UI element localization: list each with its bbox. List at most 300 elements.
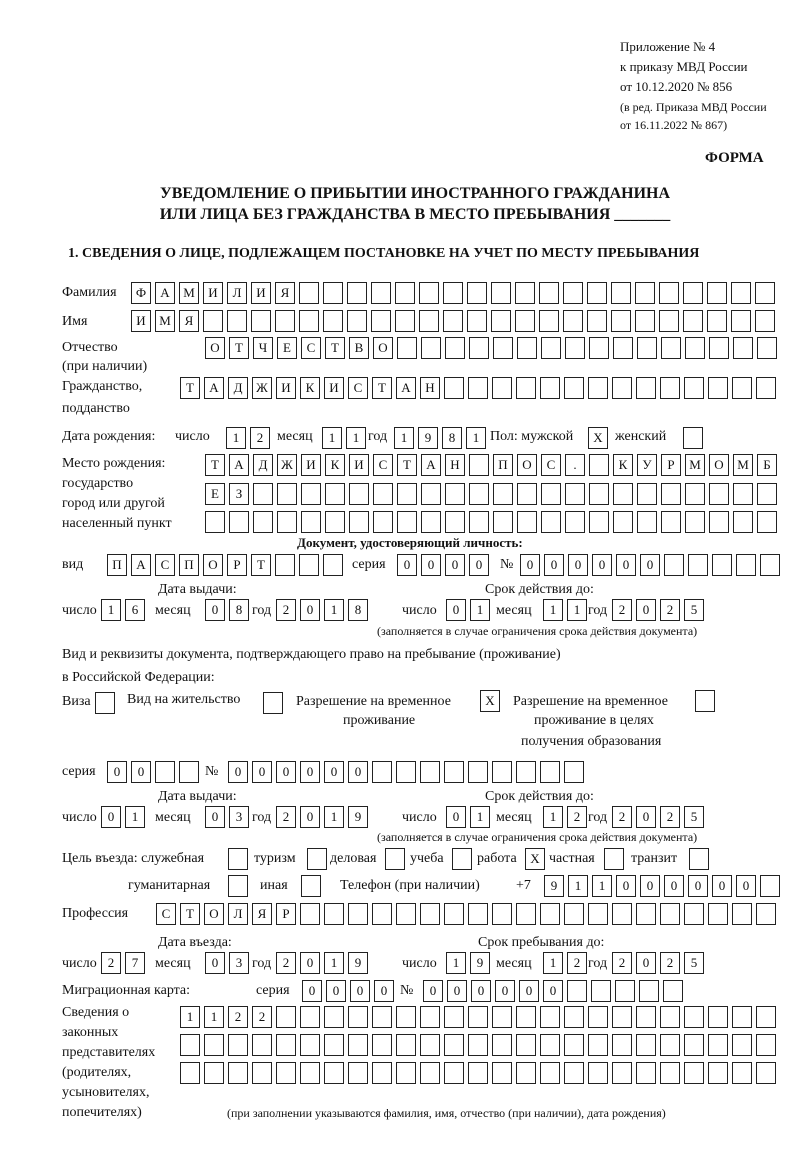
char-cell[interactable] <box>263 692 283 714</box>
char-cell[interactable]: 2 <box>612 599 632 621</box>
char-cell[interactable] <box>709 483 729 505</box>
char-cell[interactable] <box>516 903 536 925</box>
char-cell[interactable] <box>635 310 655 332</box>
char-cell[interactable] <box>612 1006 632 1028</box>
char-cell[interactable] <box>756 903 776 925</box>
char-cell[interactable]: П <box>179 554 199 576</box>
char-cell[interactable] <box>637 511 657 533</box>
char-cell[interactable]: 1 <box>180 1006 200 1028</box>
char-cell[interactable]: Т <box>325 337 345 359</box>
char-cell[interactable] <box>323 554 343 576</box>
char-cell[interactable] <box>372 761 392 783</box>
char-cell[interactable] <box>301 875 321 897</box>
char-cell[interactable]: Ж <box>252 377 272 399</box>
char-cell[interactable] <box>660 1062 680 1084</box>
char-cell[interactable] <box>277 511 297 533</box>
char-cell[interactable] <box>613 511 633 533</box>
char-cell[interactable]: 1 <box>470 806 490 828</box>
char-cell[interactable] <box>420 1062 440 1084</box>
char-cell[interactable] <box>683 310 703 332</box>
char-cell[interactable] <box>589 454 609 476</box>
char-cell[interactable] <box>492 1062 512 1084</box>
char-cell[interactable] <box>252 1034 272 1056</box>
char-cell[interactable]: О <box>204 903 224 925</box>
char-cell[interactable] <box>563 282 583 304</box>
char-cell[interactable] <box>712 554 732 576</box>
char-cell[interactable]: К <box>325 454 345 476</box>
char-cell[interactable] <box>372 1062 392 1084</box>
char-cell[interactable] <box>444 1006 464 1028</box>
char-cell[interactable]: 9 <box>418 427 438 449</box>
char-cell[interactable] <box>539 310 559 332</box>
char-cell[interactable]: 1 <box>466 427 486 449</box>
char-cell[interactable] <box>396 1006 416 1028</box>
char-cell[interactable] <box>612 903 632 925</box>
char-cell[interactable] <box>325 511 345 533</box>
char-cell[interactable] <box>348 1006 368 1028</box>
char-cell[interactable] <box>347 282 367 304</box>
char-cell[interactable] <box>659 282 679 304</box>
char-cell[interactable] <box>611 310 631 332</box>
char-cell[interactable] <box>492 903 512 925</box>
char-cell[interactable] <box>733 337 753 359</box>
char-cell[interactable]: 0 <box>101 806 121 828</box>
char-cell[interactable] <box>588 1062 608 1084</box>
char-cell[interactable]: 1 <box>446 952 466 974</box>
char-cell[interactable] <box>324 1062 344 1084</box>
char-cell[interactable]: В <box>349 337 369 359</box>
char-cell[interactable]: М <box>155 310 175 332</box>
char-cell[interactable]: Л <box>228 903 248 925</box>
char-cell[interactable]: Ж <box>277 454 297 476</box>
char-cell[interactable] <box>709 511 729 533</box>
char-cell[interactable] <box>564 1034 584 1056</box>
char-cell[interactable]: 1 <box>346 427 366 449</box>
char-cell[interactable] <box>588 377 608 399</box>
char-cell[interactable] <box>587 310 607 332</box>
char-cell[interactable] <box>445 511 465 533</box>
char-cell[interactable] <box>517 511 537 533</box>
char-cell[interactable] <box>371 310 391 332</box>
char-cell[interactable] <box>348 903 368 925</box>
char-cell[interactable] <box>396 1034 416 1056</box>
char-cell[interactable] <box>685 337 705 359</box>
char-cell[interactable] <box>708 1034 728 1056</box>
char-cell[interactable] <box>445 483 465 505</box>
char-cell[interactable] <box>324 1034 344 1056</box>
char-cell[interactable] <box>588 1034 608 1056</box>
char-cell[interactable] <box>95 692 115 714</box>
char-cell[interactable] <box>445 337 465 359</box>
char-cell[interactable] <box>564 903 584 925</box>
char-cell[interactable]: 0 <box>252 761 272 783</box>
char-cell[interactable]: 2 <box>660 806 680 828</box>
char-cell[interactable] <box>253 511 273 533</box>
char-cell[interactable] <box>612 1062 632 1084</box>
char-cell[interactable]: А <box>204 377 224 399</box>
char-cell[interactable] <box>757 483 777 505</box>
char-cell[interactable]: 2 <box>567 806 587 828</box>
char-cell[interactable] <box>589 511 609 533</box>
char-cell[interactable] <box>468 1006 488 1028</box>
char-cell[interactable]: 1 <box>226 427 246 449</box>
char-cell[interactable]: 0 <box>276 761 296 783</box>
char-cell[interactable] <box>756 1034 776 1056</box>
char-cell[interactable] <box>755 282 775 304</box>
char-cell[interactable]: 0 <box>300 806 320 828</box>
char-cell[interactable]: 0 <box>616 554 636 576</box>
char-cell[interactable]: 0 <box>423 980 443 1002</box>
char-cell[interactable] <box>515 282 535 304</box>
char-cell[interactable]: 0 <box>348 761 368 783</box>
char-cell[interactable]: 0 <box>495 980 515 1002</box>
char-cell[interactable] <box>277 483 297 505</box>
char-cell[interactable]: 1 <box>543 952 563 974</box>
char-cell[interactable]: 2 <box>567 952 587 974</box>
char-cell[interactable] <box>689 848 709 870</box>
char-cell[interactable] <box>324 1006 344 1028</box>
char-cell[interactable]: Т <box>180 903 200 925</box>
char-cell[interactable] <box>348 1034 368 1056</box>
char-cell[interactable]: 0 <box>324 761 344 783</box>
char-cell[interactable] <box>732 1006 752 1028</box>
char-cell[interactable] <box>756 377 776 399</box>
char-cell[interactable] <box>300 1006 320 1028</box>
char-cell[interactable]: С <box>301 337 321 359</box>
char-cell[interactable] <box>421 511 441 533</box>
char-cell[interactable] <box>685 483 705 505</box>
char-cell[interactable]: 0 <box>374 980 394 1002</box>
char-cell[interactable] <box>760 875 780 897</box>
char-cell[interactable]: Е <box>277 337 297 359</box>
char-cell[interactable] <box>452 848 472 870</box>
char-cell[interactable]: 0 <box>636 952 656 974</box>
char-cell[interactable] <box>469 483 489 505</box>
char-cell[interactable] <box>468 1062 488 1084</box>
char-cell[interactable] <box>251 310 271 332</box>
char-cell[interactable] <box>540 1034 560 1056</box>
char-cell[interactable] <box>708 377 728 399</box>
char-cell[interactable] <box>636 1034 656 1056</box>
char-cell[interactable] <box>541 483 561 505</box>
char-cell[interactable] <box>733 511 753 533</box>
char-cell[interactable] <box>204 1062 224 1084</box>
char-cell[interactable] <box>205 511 225 533</box>
char-cell[interactable] <box>541 337 561 359</box>
char-cell[interactable] <box>373 483 393 505</box>
char-cell[interactable]: 0 <box>616 875 636 897</box>
char-cell[interactable]: О <box>517 454 537 476</box>
char-cell[interactable]: О <box>203 554 223 576</box>
char-cell[interactable]: 0 <box>300 599 320 621</box>
char-cell[interactable]: 1 <box>543 806 563 828</box>
char-cell[interactable] <box>420 1034 440 1056</box>
char-cell[interactable]: 1 <box>543 599 563 621</box>
char-cell[interactable] <box>589 483 609 505</box>
char-cell[interactable]: 0 <box>519 980 539 1002</box>
char-cell[interactable] <box>564 377 584 399</box>
char-cell[interactable]: 9 <box>470 952 490 974</box>
char-cell[interactable] <box>301 511 321 533</box>
char-cell[interactable] <box>276 1006 296 1028</box>
char-cell[interactable] <box>444 1062 464 1084</box>
char-cell[interactable]: 5 <box>684 952 704 974</box>
char-cell[interactable] <box>564 1062 584 1084</box>
char-cell[interactable] <box>683 282 703 304</box>
char-cell[interactable] <box>493 483 513 505</box>
char-cell[interactable]: 1 <box>204 1006 224 1028</box>
char-cell[interactable]: 2 <box>612 952 632 974</box>
char-cell[interactable] <box>493 511 513 533</box>
char-cell[interactable] <box>468 761 488 783</box>
char-cell[interactable] <box>708 1006 728 1028</box>
char-cell[interactable]: Т <box>372 377 392 399</box>
char-cell[interactable] <box>349 511 369 533</box>
char-cell[interactable]: У <box>637 454 657 476</box>
char-cell[interactable] <box>301 483 321 505</box>
char-cell[interactable]: И <box>251 282 271 304</box>
char-cell[interactable]: 0 <box>397 554 417 576</box>
char-cell[interactable] <box>612 1034 632 1056</box>
char-cell[interactable] <box>443 282 463 304</box>
char-cell[interactable]: Н <box>420 377 440 399</box>
char-cell[interactable]: 2 <box>660 599 680 621</box>
char-cell[interactable] <box>760 554 780 576</box>
char-cell[interactable] <box>684 1062 704 1084</box>
char-cell[interactable] <box>180 1062 200 1084</box>
char-cell[interactable]: Я <box>275 282 295 304</box>
char-cell[interactable] <box>565 337 585 359</box>
char-cell[interactable]: 0 <box>544 554 564 576</box>
char-cell[interactable]: А <box>229 454 249 476</box>
char-cell[interactable]: 2 <box>228 1006 248 1028</box>
char-cell[interactable]: И <box>131 310 151 332</box>
char-cell[interactable]: 1 <box>101 599 121 621</box>
char-cell[interactable]: И <box>301 454 321 476</box>
char-cell[interactable] <box>444 761 464 783</box>
char-cell[interactable] <box>372 903 392 925</box>
char-cell[interactable]: 0 <box>736 875 756 897</box>
char-cell[interactable]: 1 <box>125 806 145 828</box>
char-cell[interactable] <box>684 903 704 925</box>
char-cell[interactable] <box>468 1034 488 1056</box>
char-cell[interactable] <box>756 1006 776 1028</box>
char-cell[interactable]: 0 <box>446 599 466 621</box>
char-cell[interactable] <box>396 761 416 783</box>
char-cell[interactable]: 0 <box>520 554 540 576</box>
char-cell[interactable] <box>736 554 756 576</box>
char-cell[interactable]: К <box>613 454 633 476</box>
char-cell[interactable] <box>660 377 680 399</box>
char-cell[interactable] <box>755 310 775 332</box>
char-cell[interactable] <box>708 1062 728 1084</box>
char-cell[interactable]: С <box>373 454 393 476</box>
char-cell[interactable] <box>516 377 536 399</box>
char-cell[interactable] <box>563 310 583 332</box>
char-cell[interactable] <box>664 554 684 576</box>
char-cell[interactable]: Т <box>205 454 225 476</box>
char-cell[interactable] <box>660 903 680 925</box>
char-cell[interactable] <box>467 310 487 332</box>
char-cell[interactable]: А <box>421 454 441 476</box>
char-cell[interactable]: 3 <box>229 952 249 974</box>
char-cell[interactable]: 0 <box>636 599 656 621</box>
char-cell[interactable] <box>228 1034 248 1056</box>
char-cell[interactable] <box>444 903 464 925</box>
char-cell[interactable]: Р <box>276 903 296 925</box>
char-cell[interactable]: 9 <box>348 952 368 974</box>
char-cell[interactable] <box>684 1034 704 1056</box>
char-cell[interactable] <box>637 337 657 359</box>
char-cell[interactable] <box>516 1006 536 1028</box>
char-cell[interactable]: 2 <box>612 806 632 828</box>
char-cell[interactable] <box>636 377 656 399</box>
char-cell[interactable] <box>660 1034 680 1056</box>
char-cell[interactable]: 0 <box>300 761 320 783</box>
char-cell[interactable] <box>396 903 416 925</box>
char-cell[interactable] <box>587 282 607 304</box>
char-cell[interactable]: Т <box>251 554 271 576</box>
char-cell[interactable] <box>275 310 295 332</box>
char-cell[interactable] <box>732 377 752 399</box>
char-cell[interactable]: 0 <box>421 554 441 576</box>
char-cell[interactable]: 0 <box>107 761 127 783</box>
char-cell[interactable] <box>300 1062 320 1084</box>
char-cell[interactable]: 5 <box>684 806 704 828</box>
char-cell[interactable] <box>228 848 248 870</box>
char-cell[interactable]: 1 <box>324 599 344 621</box>
char-cell[interactable]: Н <box>445 454 465 476</box>
char-cell[interactable] <box>613 337 633 359</box>
char-cell[interactable] <box>155 761 175 783</box>
char-cell[interactable] <box>756 1062 776 1084</box>
char-cell[interactable]: 0 <box>469 554 489 576</box>
char-cell[interactable] <box>325 483 345 505</box>
char-cell[interactable] <box>323 310 343 332</box>
char-cell[interactable]: Р <box>661 454 681 476</box>
char-cell[interactable] <box>227 310 247 332</box>
char-cell[interactable]: 0 <box>131 761 151 783</box>
char-cell[interactable] <box>467 282 487 304</box>
char-cell[interactable]: 9 <box>544 875 564 897</box>
char-cell[interactable] <box>589 337 609 359</box>
char-cell[interactable]: Б <box>757 454 777 476</box>
char-cell[interactable]: Л <box>227 282 247 304</box>
char-cell[interactable] <box>636 1062 656 1084</box>
char-cell[interactable]: Д <box>228 377 248 399</box>
char-cell[interactable]: 1 <box>470 599 490 621</box>
char-cell[interactable]: А <box>155 282 175 304</box>
char-cell[interactable]: 9 <box>348 806 368 828</box>
char-cell[interactable] <box>731 310 751 332</box>
char-cell[interactable] <box>468 903 488 925</box>
char-cell[interactable] <box>615 980 635 1002</box>
char-cell[interactable] <box>636 903 656 925</box>
char-cell[interactable] <box>419 310 439 332</box>
char-cell[interactable] <box>492 377 512 399</box>
char-cell[interactable] <box>659 310 679 332</box>
char-cell[interactable] <box>395 310 415 332</box>
char-cell[interactable]: П <box>493 454 513 476</box>
char-cell[interactable] <box>688 554 708 576</box>
char-cell[interactable] <box>307 848 327 870</box>
char-cell[interactable] <box>253 483 273 505</box>
char-cell[interactable]: Я <box>252 903 272 925</box>
char-cell[interactable] <box>444 1034 464 1056</box>
char-cell[interactable]: 0 <box>664 875 684 897</box>
char-cell[interactable]: 0 <box>446 806 466 828</box>
char-cell[interactable] <box>300 1034 320 1056</box>
char-cell[interactable]: О <box>373 337 393 359</box>
char-cell[interactable]: И <box>349 454 369 476</box>
char-cell[interactable] <box>469 454 489 476</box>
char-cell[interactable] <box>372 1034 392 1056</box>
char-cell[interactable]: Я <box>179 310 199 332</box>
char-cell[interactable] <box>683 427 703 449</box>
char-cell[interactable] <box>348 1062 368 1084</box>
char-cell[interactable] <box>540 1006 560 1028</box>
char-cell[interactable] <box>591 980 611 1002</box>
char-cell[interactable] <box>347 310 367 332</box>
char-cell[interactable] <box>639 980 659 1002</box>
char-cell[interactable] <box>517 337 537 359</box>
char-cell[interactable]: М <box>685 454 705 476</box>
char-cell[interactable]: X <box>480 690 500 712</box>
char-cell[interactable] <box>299 282 319 304</box>
char-cell[interactable]: С <box>348 377 368 399</box>
char-cell[interactable]: К <box>300 377 320 399</box>
char-cell[interactable] <box>709 337 729 359</box>
char-cell[interactable]: 0 <box>636 806 656 828</box>
char-cell[interactable]: Т <box>180 377 200 399</box>
char-cell[interactable]: 0 <box>326 980 346 1002</box>
char-cell[interactable]: 3 <box>229 806 249 828</box>
char-cell[interactable]: Д <box>253 454 273 476</box>
char-cell[interactable]: 8 <box>229 599 249 621</box>
char-cell[interactable] <box>540 1062 560 1084</box>
char-cell[interactable] <box>204 1034 224 1056</box>
char-cell[interactable]: 2 <box>250 427 270 449</box>
char-cell[interactable]: 2 <box>276 806 296 828</box>
char-cell[interactable] <box>515 310 535 332</box>
char-cell[interactable] <box>300 903 320 925</box>
char-cell[interactable]: С <box>541 454 561 476</box>
char-cell[interactable]: И <box>324 377 344 399</box>
char-cell[interactable] <box>612 377 632 399</box>
char-cell[interactable] <box>637 483 657 505</box>
char-cell[interactable] <box>421 483 441 505</box>
char-cell[interactable] <box>385 848 405 870</box>
char-cell[interactable]: 0 <box>205 806 225 828</box>
char-cell[interactable]: А <box>396 377 416 399</box>
char-cell[interactable] <box>203 310 223 332</box>
char-cell[interactable]: 1 <box>394 427 414 449</box>
char-cell[interactable]: О <box>709 454 729 476</box>
char-cell[interactable]: 0 <box>302 980 322 1002</box>
char-cell[interactable] <box>372 1006 392 1028</box>
char-cell[interactable] <box>420 1006 440 1028</box>
char-cell[interactable]: 1 <box>322 427 342 449</box>
char-cell[interactable]: 0 <box>640 554 660 576</box>
char-cell[interactable] <box>371 282 391 304</box>
char-cell[interactable] <box>228 1062 248 1084</box>
char-cell[interactable]: Р <box>227 554 247 576</box>
char-cell[interactable] <box>180 1034 200 1056</box>
char-cell[interactable] <box>588 903 608 925</box>
char-cell[interactable] <box>611 282 631 304</box>
char-cell[interactable]: X <box>588 427 608 449</box>
char-cell[interactable] <box>229 511 249 533</box>
